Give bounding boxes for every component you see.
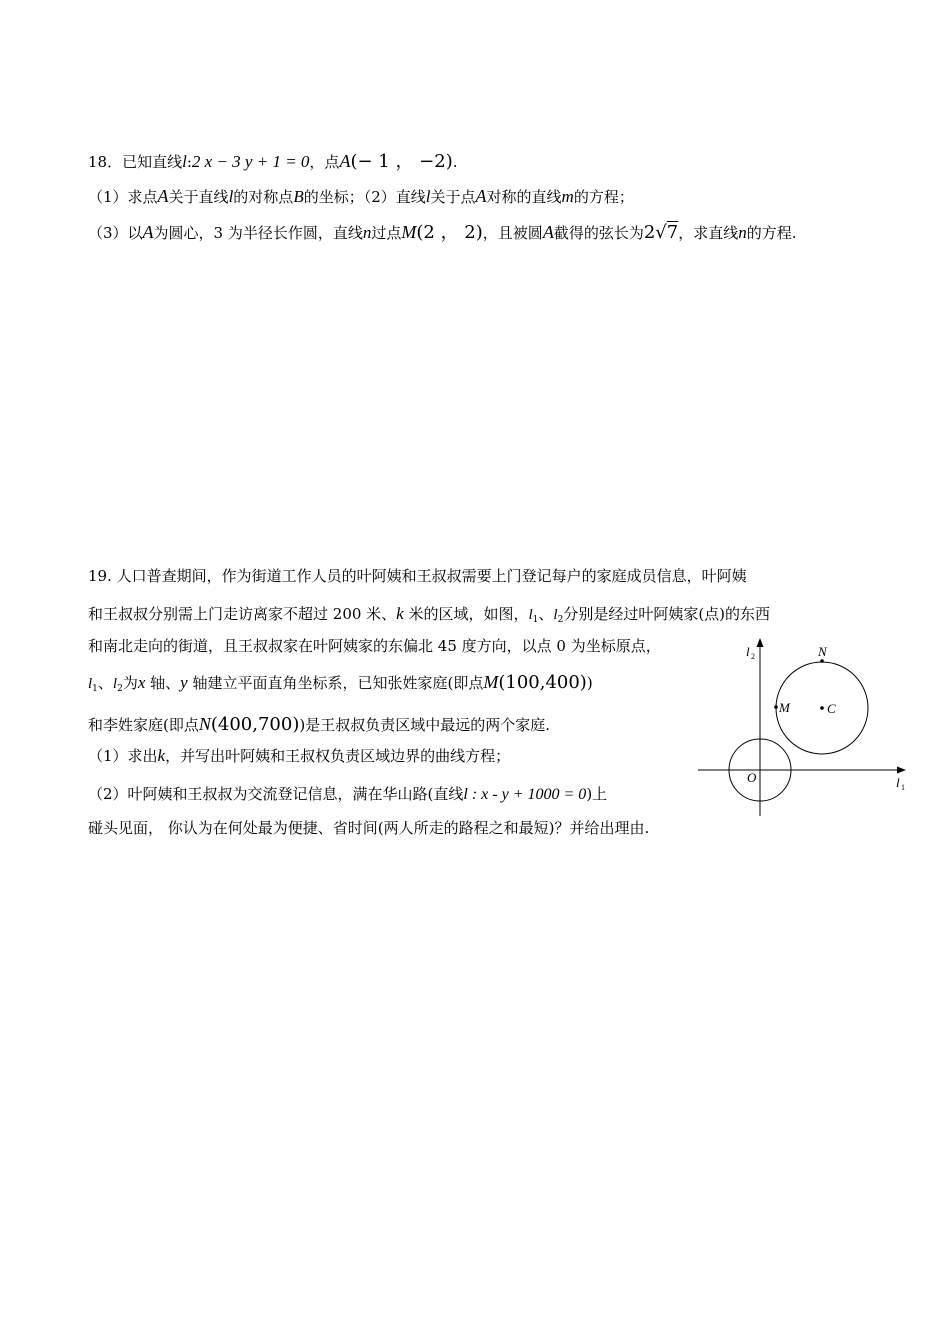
x-axis-arrow [897, 767, 906, 774]
label-n: N [818, 644, 827, 659]
label-x-axis-sub: 1 [901, 783, 905, 792]
label-o: O [747, 770, 757, 785]
y-axis-arrow [757, 638, 764, 647]
q18-part3: （3）以A为圆心，3 为半径长作圆，直线n过点M(2 ， 2)，且被圆A截得的弦长为2√7，求直线n的方程. [88, 222, 797, 243]
q19-part2-cont: 碰头见面， 你认为在何处最为便捷、省时间(两人所走的路程之和最短)？并给出理由. [88, 819, 650, 837]
q18-part1-2: （1）求点A关于直线l的对称点B的坐标；（2）直线l关于点A对称的直线m的方程； [88, 186, 634, 206]
q19-line2: 和王叔叔分别需上门走访离家不超过 200 米、k 米的区域，如图，$l_1$、$l_2$分别是经过叶阿姨家(点)的东西 [88, 604, 771, 625]
q19-line5: 和李姓家庭(即点N(400,700))是王叔叔负责区域中最远的两个家庭. [88, 714, 550, 735]
label-x-axis: l [896, 775, 900, 790]
label-c: C [827, 701, 836, 716]
q19-part1: （1）求出k，并写出叶阿姨和王叔权负责区域边界的曲线方程； [88, 746, 511, 765]
label-y-axis-sub: 2 [751, 652, 755, 661]
point-n [820, 659, 824, 663]
label-y-axis: l [746, 644, 750, 659]
coordinate-figure [690, 632, 915, 822]
q18-equation: 2 x − 3 y + 1 = 0 [191, 152, 310, 171]
q19-line1: 19. 人口普查期间，作为街道工作人员的叶阿姨和王叔叔需要上门登记每户的家庭成员信息，叶阿姨 [88, 567, 747, 585]
q18-point-coords: (− 1 ， −2) [350, 151, 453, 172]
q19-line3: 和南北走向的街道，且王叔叔家在叶阿姨家的东偏北 45 度方向，以点 0 为坐标原点， [88, 637, 661, 655]
label-m: M [779, 700, 790, 715]
q19-part2: （2）叶阿姨和王叔叔为交流登记信息，满在华山路(直线l : x - y + 1000 = 0)上 [88, 785, 608, 803]
q19-line4: $l_1$、$l_2$为x 轴、y 轴建立平面直角坐标系，已知张姓家庭(即点M(100,400)) [88, 672, 593, 694]
point-c [820, 706, 824, 710]
sqrt-symbol: √ [655, 222, 667, 243]
line-equation: l : x - y + 1000 = 0 [463, 786, 587, 803]
point-m [774, 705, 778, 709]
q18-line1: 18．已知直线l:2 x − 3 y + 1 = 0，点A(− 1 ， −2). [88, 151, 458, 172]
q18-number: 18． [88, 153, 123, 171]
